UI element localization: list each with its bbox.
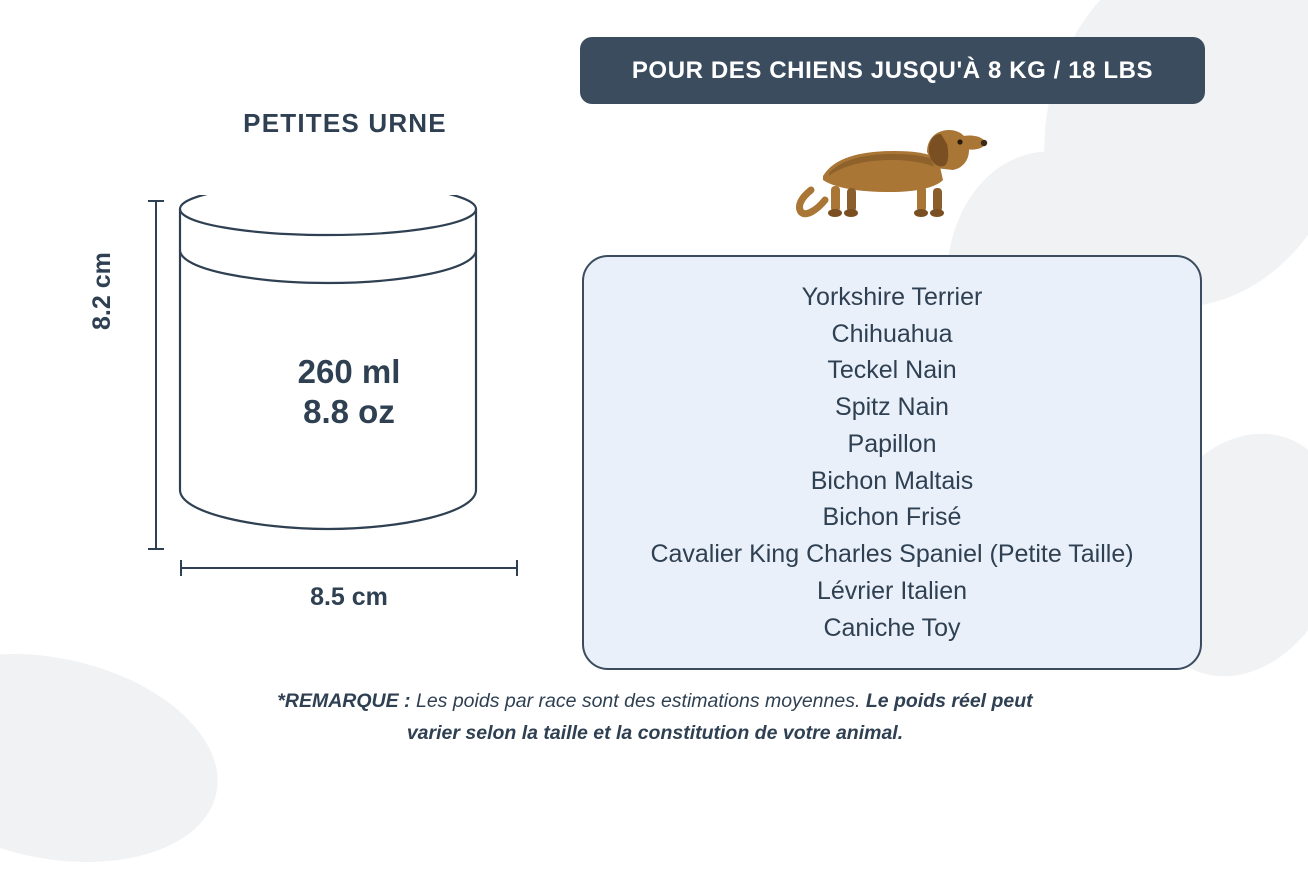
weight-banner-label: POUR DES CHIENS JUSQU'À 8 KG / 18 LBS <box>631 56 1154 84</box>
breed-item: Papillon <box>847 429 937 458</box>
urn-size-title: PETITES URNE <box>243 108 447 138</box>
dachshund-svg <box>795 118 990 228</box>
height-dimension-line <box>148 200 164 550</box>
breed-item: Chihuahua <box>831 319 953 348</box>
breed-item: Yorkshire Terrier <box>801 282 983 311</box>
breed-item: Bichon Maltais <box>810 466 974 495</box>
breeds-card <box>582 255 1202 670</box>
dachshund-icon <box>795 118 990 228</box>
breed-item: Teckel Nain <box>827 356 957 385</box>
width-dimension-line <box>180 560 518 576</box>
breed-item: Cavalier King Charles Spaniel (Petite Taille) <box>650 540 1134 568</box>
urn-volume-ml: 260 ml <box>297 353 401 390</box>
breed-item: Lévrier Italien <box>816 576 968 605</box>
weight-banner <box>580 37 1205 104</box>
footnote-normal: Les poids par race sont des estimations moyennes. <box>410 690 866 712</box>
footnote-bold-1: Le poids réel peut <box>865 690 1033 712</box>
urn-volume <box>180 352 518 433</box>
urn-volume-oz: 8.8 oz <box>303 393 395 431</box>
footnote-lead: *REMARQUE : <box>277 690 411 712</box>
width-dimension-label: 8.5 cm <box>310 583 388 611</box>
breed-item: Caniche Toy <box>823 613 961 642</box>
height-dimension-label: 8.2 cm <box>88 252 116 330</box>
breed-item: Spitz Nain <box>835 393 949 421</box>
footnote <box>150 685 1160 749</box>
footnote-bold-2: varier selon la taille et la constitution de votre animal. <box>406 722 904 745</box>
breed-item: Bichon Frisé <box>822 503 962 532</box>
